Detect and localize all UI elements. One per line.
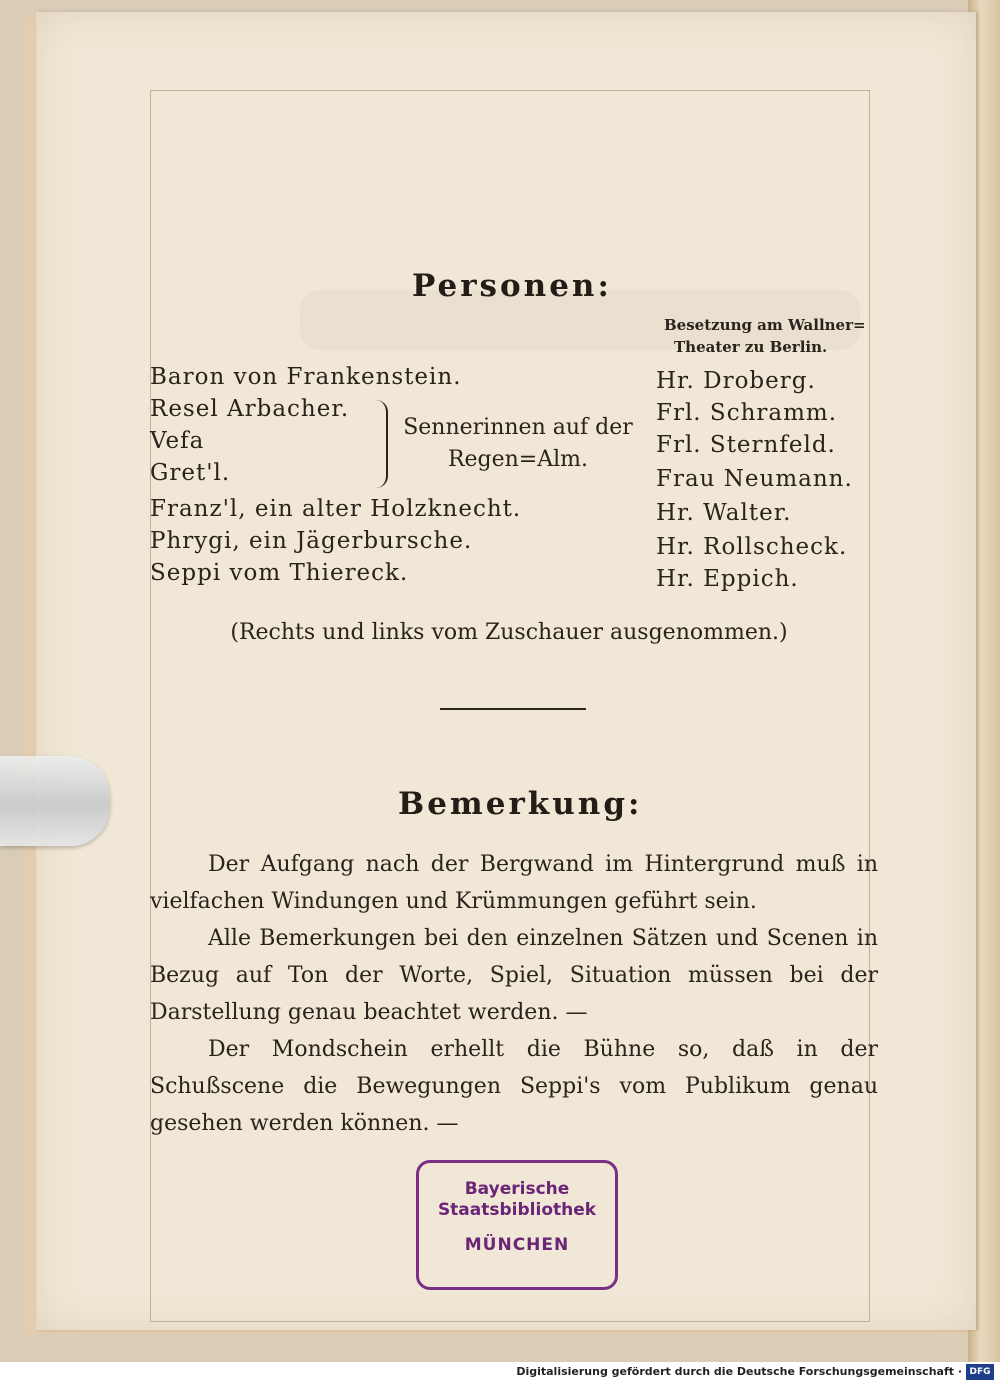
remark-paragraph-2: Alle Bemerkungen bei den einzelnen Sätzen und Scenen in Bezug auf Ton der Worte, Spiel, Situation müssen bei der Darstellung genau beachtet werden. —	[150, 926, 878, 1025]
group-note-line-2: Regen=Alm.	[447, 447, 589, 472]
stamp-line-2: Staatsbibliothek	[437, 1200, 597, 1220]
role-5: Franz'l, ein alter Holzknecht.	[150, 496, 522, 522]
role-2: Resel Arbacher.	[150, 396, 350, 422]
group-note	[398, 412, 638, 476]
cast-note	[664, 314, 866, 358]
role-6: Phrygi, ein Jägerbursche.	[150, 528, 473, 554]
actor-5: Hr. Walter.	[656, 500, 792, 526]
role-1: Baron von Frankenstein.	[150, 364, 462, 390]
page-clip	[0, 756, 110, 846]
dfg-logo-icon: DFG	[966, 1364, 994, 1380]
actor-6: Hr. Rollscheck.	[656, 534, 848, 560]
personen-heading: Personen:	[412, 268, 612, 304]
bemerkung-heading: Bemerkung:	[398, 786, 643, 822]
library-stamp	[416, 1160, 618, 1290]
group-note-line-1: Sennerinnen auf der	[403, 415, 633, 440]
cast-note-line-2: Theater zu Berlin.	[674, 338, 828, 356]
actor-4: Frau Neumann.	[656, 466, 853, 492]
cast-note-line-1: Besetzung am Wallner=	[664, 316, 866, 334]
group-brace	[376, 400, 388, 488]
role-7: Seppi vom Thiereck.	[150, 560, 409, 586]
stamp-line-1: Bayerische	[464, 1179, 570, 1199]
actor-2: Frl. Schramm.	[656, 400, 838, 426]
actor-7: Hr. Eppich.	[656, 566, 799, 592]
stage-note: (Rechts und links vom Zuschauer ausgenommen.)	[230, 620, 788, 645]
actor-1: Hr. Droberg.	[656, 368, 816, 394]
remark-paragraph-3: Der Mondschein erhellt die Bühne so, daß in der Schußscene die Bewegungen Seppi's vom Publikum genau gesehen werden können. —	[150, 1037, 878, 1136]
remarks-body	[150, 846, 878, 1142]
section-divider	[440, 708, 586, 710]
role-4: Gret'l.	[150, 460, 231, 486]
role-3: Vefa	[150, 428, 205, 454]
footer-credit: Digitalisierung gefördert durch die Deutsche Forschungsgemeinschaft ·	[516, 1365, 962, 1378]
stamp-line-3: MÜNCHEN	[464, 1235, 570, 1255]
footer-bar	[0, 1362, 1000, 1384]
remark-paragraph-1: Der Aufgang nach der Bergwand im Hintergrund muß in vielfachen Windungen und Krümmungen geführt sein.	[150, 852, 878, 914]
actor-3: Frl. Sternfeld.	[656, 432, 836, 458]
